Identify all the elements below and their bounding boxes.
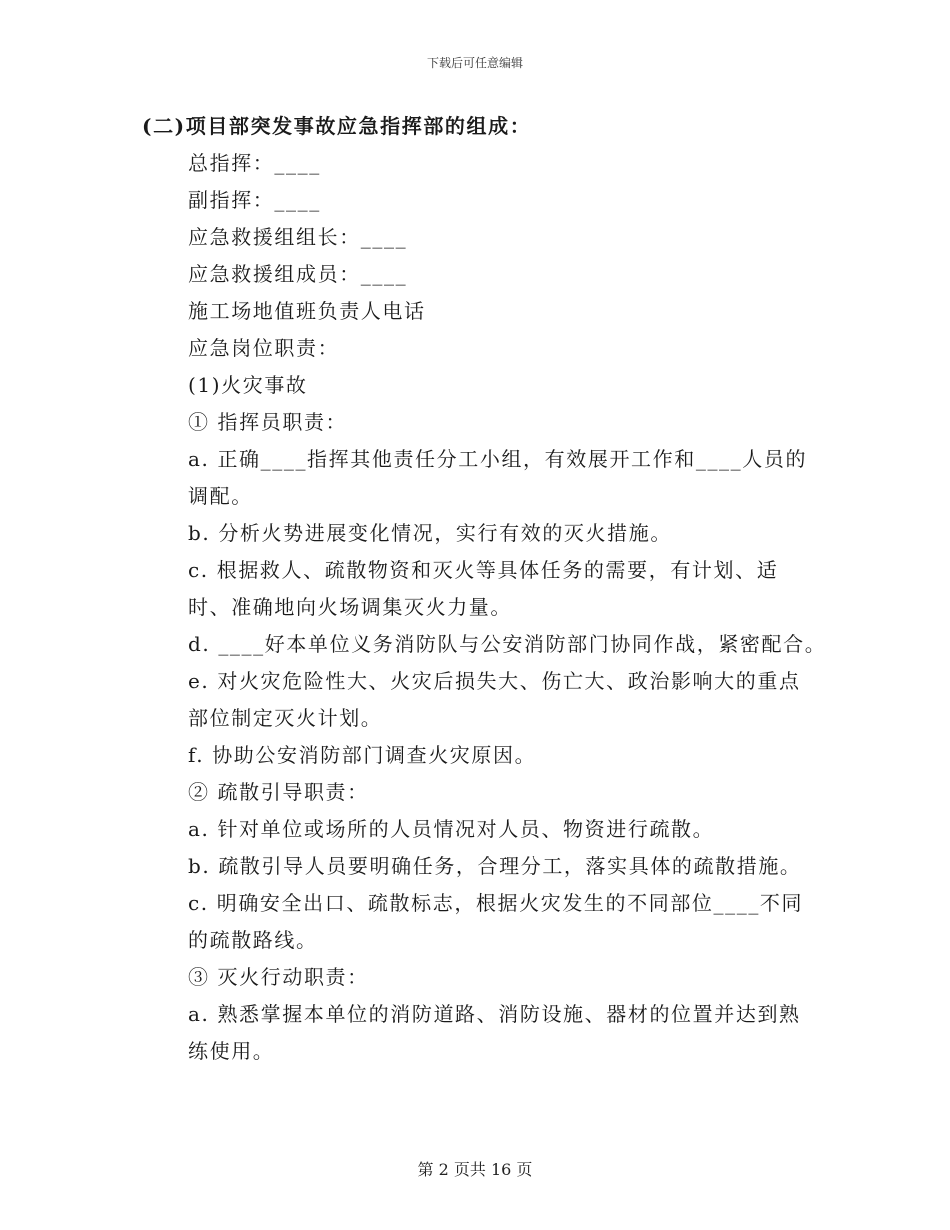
page-footer: 第 2 页共 16 页 xyxy=(417,1160,533,1179)
subsection-heading: ② 疏散引导职责： xyxy=(188,780,369,804)
paragraph: e. 对火灾危险性大、火灾后损失大、伤亡大、政治影响大的重点部位制定灭火计划。 xyxy=(188,669,801,730)
paragraph: 应急救援组成员：____ xyxy=(188,262,408,286)
paragraph: 应急岗位职责： xyxy=(188,336,340,360)
paragraph: d. ____好本单位义务消防队与公安消防部门协同作战，紧密配合。 xyxy=(188,632,827,656)
subsection-heading: (1)火灾事故 xyxy=(188,373,308,397)
page-header: 下载后可任意编辑 xyxy=(426,56,523,70)
paragraph: c. 明确安全出口、疏散标志，根据火灾发生的不同部位____不同的疏散路线。 xyxy=(188,891,804,952)
paragraph: a. 正确____指挥其他责任分工小组，有效展开工作和____人员的调配。 xyxy=(188,447,808,508)
paragraph: b. 疏散引导人员要明确任务，合理分工，落实具体的疏散措施。 xyxy=(188,854,802,878)
paragraph: 总指挥：____ xyxy=(188,151,321,175)
paragraph: a. 针对单位或场所的人员情况对人员、物资进行疏散。 xyxy=(188,817,715,841)
paragraph: 施工场地值班负责人电话 xyxy=(188,299,426,323)
paragraph: f. 协助公安消防部门调查火灾原因。 xyxy=(188,743,537,767)
subsection-heading: ③ 灭火行动职责： xyxy=(188,965,369,989)
subsection-heading: ① 指挥员职责： xyxy=(188,410,348,434)
paragraph: 应急救援组组长：____ xyxy=(188,225,408,249)
section-heading: (二)项目部突发事故应急指挥部的组成： xyxy=(142,114,532,138)
paragraph: 副指挥：____ xyxy=(188,188,321,212)
document-body xyxy=(142,108,827,1070)
paragraph: b. 分析火势进展变化情况，实行有效的灭火措施。 xyxy=(188,521,672,545)
paragraph: c. 根据救人、疏散物资和灭火等具体任务的需要，有计划、适时、准确地向火场调集灭火力量。 xyxy=(188,558,779,619)
paragraph: a. 熟悉掌握本单位的消防道路、消防设施、器材的位置并达到熟练使用。 xyxy=(188,1002,801,1063)
